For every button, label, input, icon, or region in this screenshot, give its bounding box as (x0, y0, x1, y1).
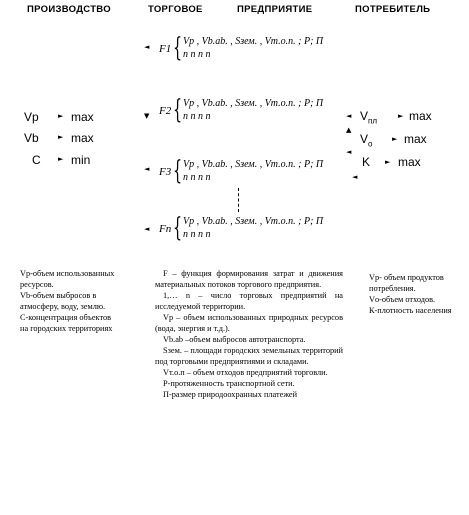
legend-item: 1,… n – число торговых предприятий на исследуемой территории. (155, 291, 343, 311)
arrow-right-icon: ► (58, 133, 64, 141)
function-f1 (159, 33, 324, 66)
consumer-k: K (362, 155, 371, 169)
arrow-left-icon: ◄ (144, 43, 150, 51)
production-c-min: min (71, 153, 91, 167)
arrow-right-icon: ► (58, 155, 64, 163)
function-f2 (159, 95, 324, 128)
arrow-right-icon: ► (392, 135, 398, 143)
function-name: F1 (159, 43, 172, 55)
legend-item: П-размер природоохранных платежей (163, 390, 298, 399)
production-vp-max: max (71, 110, 94, 124)
legend-production (20, 268, 116, 334)
production-c: C (32, 153, 41, 167)
consumer-vpl-symbol: V (360, 109, 369, 123)
header-enterprise: ПРЕДПРИЯТИЕ (237, 4, 313, 15)
arrow-right-icon: ► (398, 112, 404, 120)
function-name: F3 (159, 166, 172, 178)
brace-icon: { (173, 33, 183, 63)
legend-item: Р-протяженность транспортной сети. (163, 379, 295, 388)
legend-item: Vp – объем использованных природных ресурсов (вода, энергия и т.д.). (155, 313, 343, 333)
function-denominators: n n n n (183, 172, 211, 183)
legend-item: Vт.о.п – объем отходов предприятий торговли. (163, 368, 328, 377)
consumer-vo-max: max (404, 132, 427, 146)
arrow-left-icon: ◄ (352, 173, 358, 181)
consumer-vo-subscript: о (368, 139, 373, 149)
brace-icon: { (173, 213, 183, 243)
legend-item: F – функция формирования затрат и движения материальных потоков торгового предприятия. (155, 269, 343, 289)
header-production: ПРОИЗВОДСТВО (27, 4, 111, 15)
legend-item: С-концентрация объектов на городских территориях (20, 313, 113, 333)
function-denominators: n n n n (183, 49, 211, 60)
function-denominators: n n n n (183, 229, 211, 240)
legend-item: Vb.ab –объем выбросов автотранспорта. (163, 335, 306, 344)
consumer-vo-symbol: V (360, 132, 369, 146)
function-numerators: Vp , Vb.ab. , Sзем. , Vт.о.п. ; P; П (183, 159, 324, 170)
consumer-vpl (360, 109, 377, 125)
production-vp: Vp (24, 110, 39, 124)
arrow-left-icon: ◄ (346, 112, 352, 120)
legend-item: Vо-объем отходов. (369, 295, 436, 304)
brace-icon: { (173, 95, 183, 125)
arrow-right-icon: ► (58, 112, 64, 120)
legend-item: Vb-объем выбросов в атмосферу, воду, землю. (20, 291, 106, 311)
legend-consumer (369, 272, 459, 316)
header-trade: ТОРГОВОЕ (148, 4, 203, 15)
legend-item: Vp-объем использованных ресурсов. (20, 269, 115, 289)
legend-enterprise (155, 268, 343, 400)
consumer-vo (360, 132, 372, 148)
arrow-down-icon: ▼ (144, 112, 150, 120)
legend-item: Sзем. – площади городских земельных территорий под торговыми предприятиями и складами. (155, 346, 343, 366)
header-consumer: ПОТРЕБИТЕЛЬ (355, 4, 431, 15)
consumer-k-max: max (398, 155, 421, 169)
function-name: Fn (159, 223, 172, 235)
function-f3 (159, 156, 324, 189)
production-vb-max: max (71, 131, 94, 145)
arrow-left-icon: ◄ (346, 148, 352, 156)
arrow-left-icon: ◄ (144, 165, 150, 173)
function-name: F2 (159, 105, 172, 117)
legend-item: К-плотность населения (369, 306, 452, 315)
brace-icon: { (173, 156, 183, 186)
function-fn (159, 213, 324, 246)
consumer-vpl-subscript: пл (368, 116, 378, 126)
arrow-right-icon: ► (385, 158, 391, 166)
arrow-left-icon: ◄ (144, 225, 150, 233)
legend-item: Vр- объем продуктов потребления. (369, 273, 444, 293)
arrow-up-icon: ▲ (346, 126, 352, 134)
function-denominators: n n n n (183, 111, 211, 122)
function-numerators: Vp , Vb.ab. , Sзем. , Vт.о.п. ; P; П (183, 36, 324, 47)
production-vb: Vb (24, 131, 39, 145)
function-numerators: Vp , Vb.ab. , Sзем. , Vт.о.п. ; P; П (183, 216, 324, 227)
function-numerators: Vp , Vb.ab. , Sзем. , Vт.о.п. ; P; П (183, 98, 324, 109)
continuation-dashed-line (238, 188, 239, 212)
consumer-vpl-max: max (409, 109, 432, 123)
